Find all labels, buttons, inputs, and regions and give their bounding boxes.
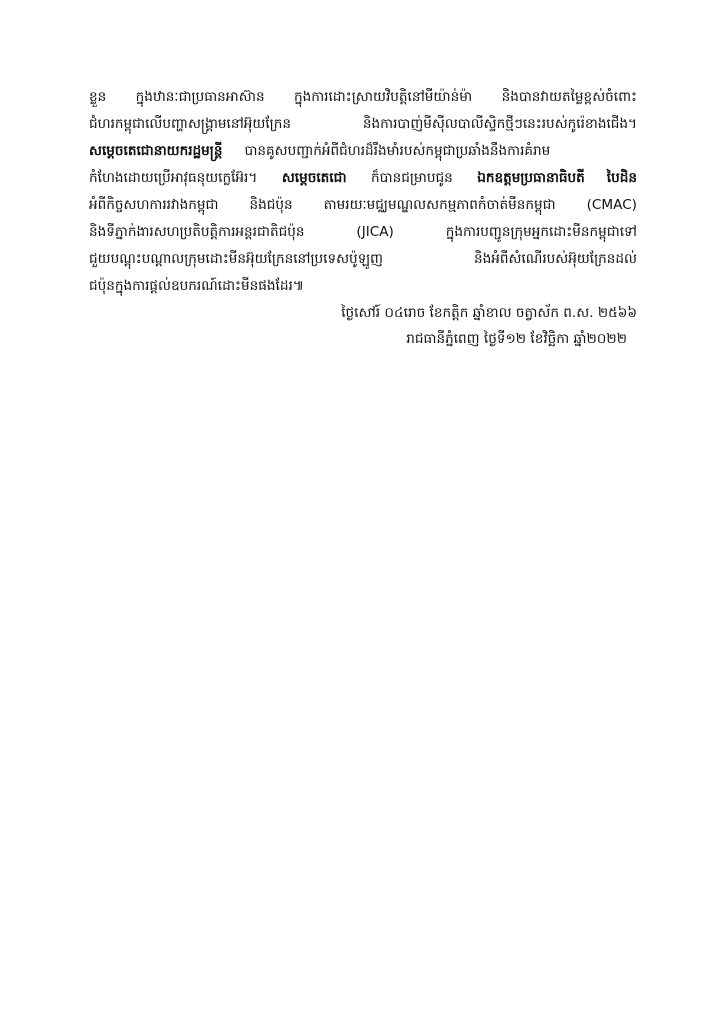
text-line-4 [89, 165, 637, 192]
text-line-7: ជួយបណ្តុះបណ្តាលក្រុមដោះមីនអ៊ុយក្រែននៅប្រទេសប៉ូឡូញ និងអំពីសំណើរបស់អ៊ុយក្រែនដល់ [89, 251, 637, 267]
text-line-6: និងទីភ្នាក់ងារសហប្រតិបត្តិការអន្តរជាតិជប៉ុន (JICA) ក្នុងការបញ្ជូនក្រុមអ្នកដោះមីនកម្ពុជាទៅ [89, 224, 637, 240]
place-and-date: រាជធានីភ្នំពេញ ថ្ងៃទី១២ ខែវិច្ឆិកា ឆ្នាំ២០២២ [406, 331, 627, 347]
text-line-3 [89, 138, 637, 165]
text-line-5: អំពីកិច្ចសហការរវាងកម្ពុជា និងជប៉ុន តាមរយៈមជ្ឈមណ្ឌលសកម្មភាពកំចាត់មីនកម្ពុជា (CMAC) [89, 197, 637, 213]
text-line-2: ជំហរកម្ពុជាលើបញ្ហាសង្គ្រាមនៅអ៊ុយក្រែន និងការបាញ់មីស៊ីលបាលីស្ទិកថ្មីៗនេះរបស់កូរ៉េខាងជើង។ [89, 116, 637, 132]
president-title: ឯកឧត្តមប្រធានាធិបតី [477, 170, 585, 186]
lunar-date: ថ្ងៃសៅរ៍ ០៤រោច ខែកត្តិក ឆ្នាំខាល ចត្វាស័ក ព.ស. ២៥៦៦ [341, 305, 637, 321]
text-line-1: ខ្លួន ក្នុងឋានៈជាប្រធានអាស៊ាន ក្នុងការដោះស្រាយវិបត្តិនៅមីយ៉ាន់ម៉ា និងបានវាយតម្លៃខ្ពស់ចំពោះ [89, 89, 637, 105]
text-line-3-rest: បានគូសបញ្ជាក់អំពីជំហរដ៏រឹងមាំរបស់កម្ពុជាប្រឆាំងនឹងការគំរាម [244, 143, 551, 159]
prime-minister-title: សម្តេចតេជោនាយករដ្ឋមន្ត្រី [89, 143, 223, 159]
samdech-techo-name: សម្តេចតេជោ [281, 170, 347, 186]
body-paragraph [89, 84, 637, 300]
date-block [89, 300, 637, 352]
text-line-4-a: កំហែងដោយប្រើអាវុធនុយក្លេអ៊ែរ។ [89, 170, 258, 186]
text-line-4-b: ក៏បានជម្រាបជូន [371, 170, 453, 186]
biden-name: បៃដិន [606, 170, 637, 186]
text-line-8: ជប៉ុនក្នុងការផ្តល់ឧបករណ៍ដោះមីនផងដែរ៕ [89, 278, 305, 294]
